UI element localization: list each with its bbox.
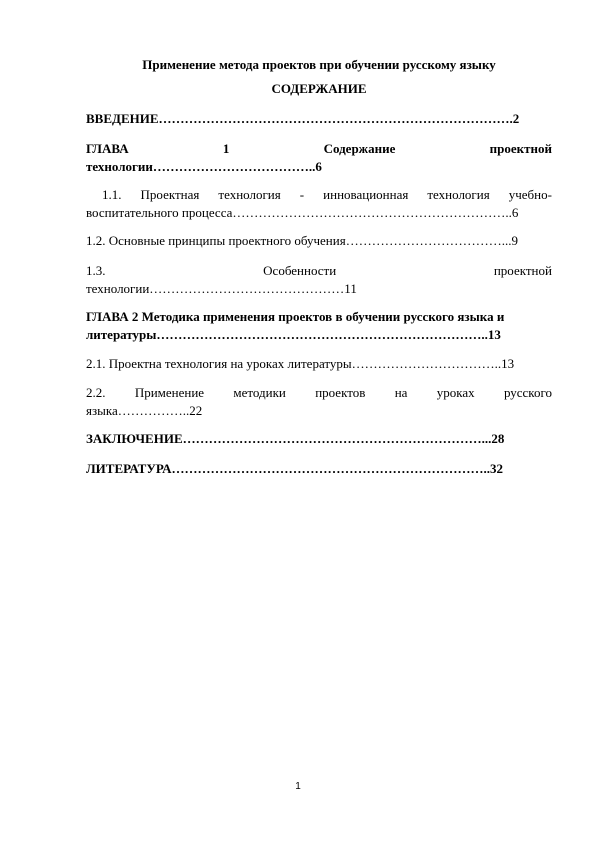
toc-entry-label: ЗАКЛЮЧЕНИЕ……………………………………………………………...28 bbox=[86, 431, 505, 446]
toc-word: технология bbox=[427, 187, 490, 202]
toc-entry-line: воспитательного процесса………………………………………………………..6 bbox=[86, 205, 519, 220]
toc-entry-label: ВВЕДЕНИЕ……………………………………………………………………….2 bbox=[86, 111, 520, 126]
toc-entry-section-2-1[interactable] bbox=[86, 355, 552, 373]
toc-word: русского bbox=[503, 385, 552, 400]
toc-entry-section-1-3[interactable] bbox=[86, 262, 552, 298]
toc-entry-label: ЛИТЕРАТУРА………………………………………………………………..32 bbox=[86, 461, 504, 476]
toc-word: методики bbox=[233, 385, 286, 400]
toc-word: 1 bbox=[222, 141, 230, 156]
toc-entry-line: технологии………………………………………11 bbox=[86, 281, 357, 296]
toc-entry-label: 2.1. Проектна технология на уроках литературы……………………………..13 bbox=[86, 356, 515, 371]
toc-entry-line: языка……………..22 bbox=[86, 403, 203, 418]
toc-word: 1.1. bbox=[102, 187, 122, 202]
toc-word: проектов bbox=[315, 385, 366, 400]
toc-word: проектной bbox=[493, 263, 552, 278]
toc-word: 1.3. bbox=[86, 263, 106, 278]
toc-entry-label: 1.2. Основные принципы проектного обучения………………………………...9 bbox=[86, 233, 518, 248]
toc-word: Применение bbox=[134, 385, 205, 400]
toc-word: Особенности bbox=[263, 263, 337, 278]
toc-heading: СОДЕРЖАНИЕ bbox=[271, 81, 367, 96]
toc-entry-line: технологии………………………………..6 bbox=[86, 159, 322, 174]
toc-word: проектной bbox=[489, 141, 552, 156]
toc-entry-line: литературы…………………………………………………………………..13 bbox=[86, 327, 501, 342]
toc-word: технология bbox=[218, 187, 281, 202]
toc-word: - bbox=[299, 187, 305, 202]
toc-entry-section-1-1[interactable] bbox=[86, 186, 552, 222]
toc-word: учебно- bbox=[508, 187, 552, 202]
toc-word: ГЛАВА bbox=[86, 141, 129, 156]
toc-entry-section-2-2[interactable] bbox=[86, 384, 552, 420]
toc-entry-line: ГЛАВА 2 Методика применения проектов в обучении русского языка и bbox=[86, 309, 505, 324]
toc-entry-line bbox=[86, 384, 552, 402]
toc-entry-conclusion[interactable] bbox=[86, 430, 552, 448]
toc-entry-chapter-1[interactable] bbox=[86, 140, 552, 176]
toc-word: инновационная bbox=[323, 187, 409, 202]
toc-entry-literature[interactable] bbox=[86, 460, 552, 478]
toc-entry-chapter-2[interactable] bbox=[86, 308, 552, 344]
toc-entry-line bbox=[86, 262, 552, 280]
document-title: Применение метода проектов при обучении русскому языку bbox=[142, 57, 496, 72]
toc-word: Проектная bbox=[140, 187, 200, 202]
toc-word: 2.2. bbox=[86, 385, 106, 400]
toc-entry-line bbox=[86, 186, 552, 204]
toc-word: на bbox=[394, 385, 408, 400]
toc-entry-introduction[interactable] bbox=[86, 110, 552, 128]
toc-word: Содержание bbox=[323, 141, 396, 156]
toc-entry-line bbox=[86, 140, 552, 158]
toc-word: уроках bbox=[436, 385, 475, 400]
page-number: 1 bbox=[295, 781, 301, 792]
toc-entry-section-1-2[interactable] bbox=[86, 232, 552, 250]
